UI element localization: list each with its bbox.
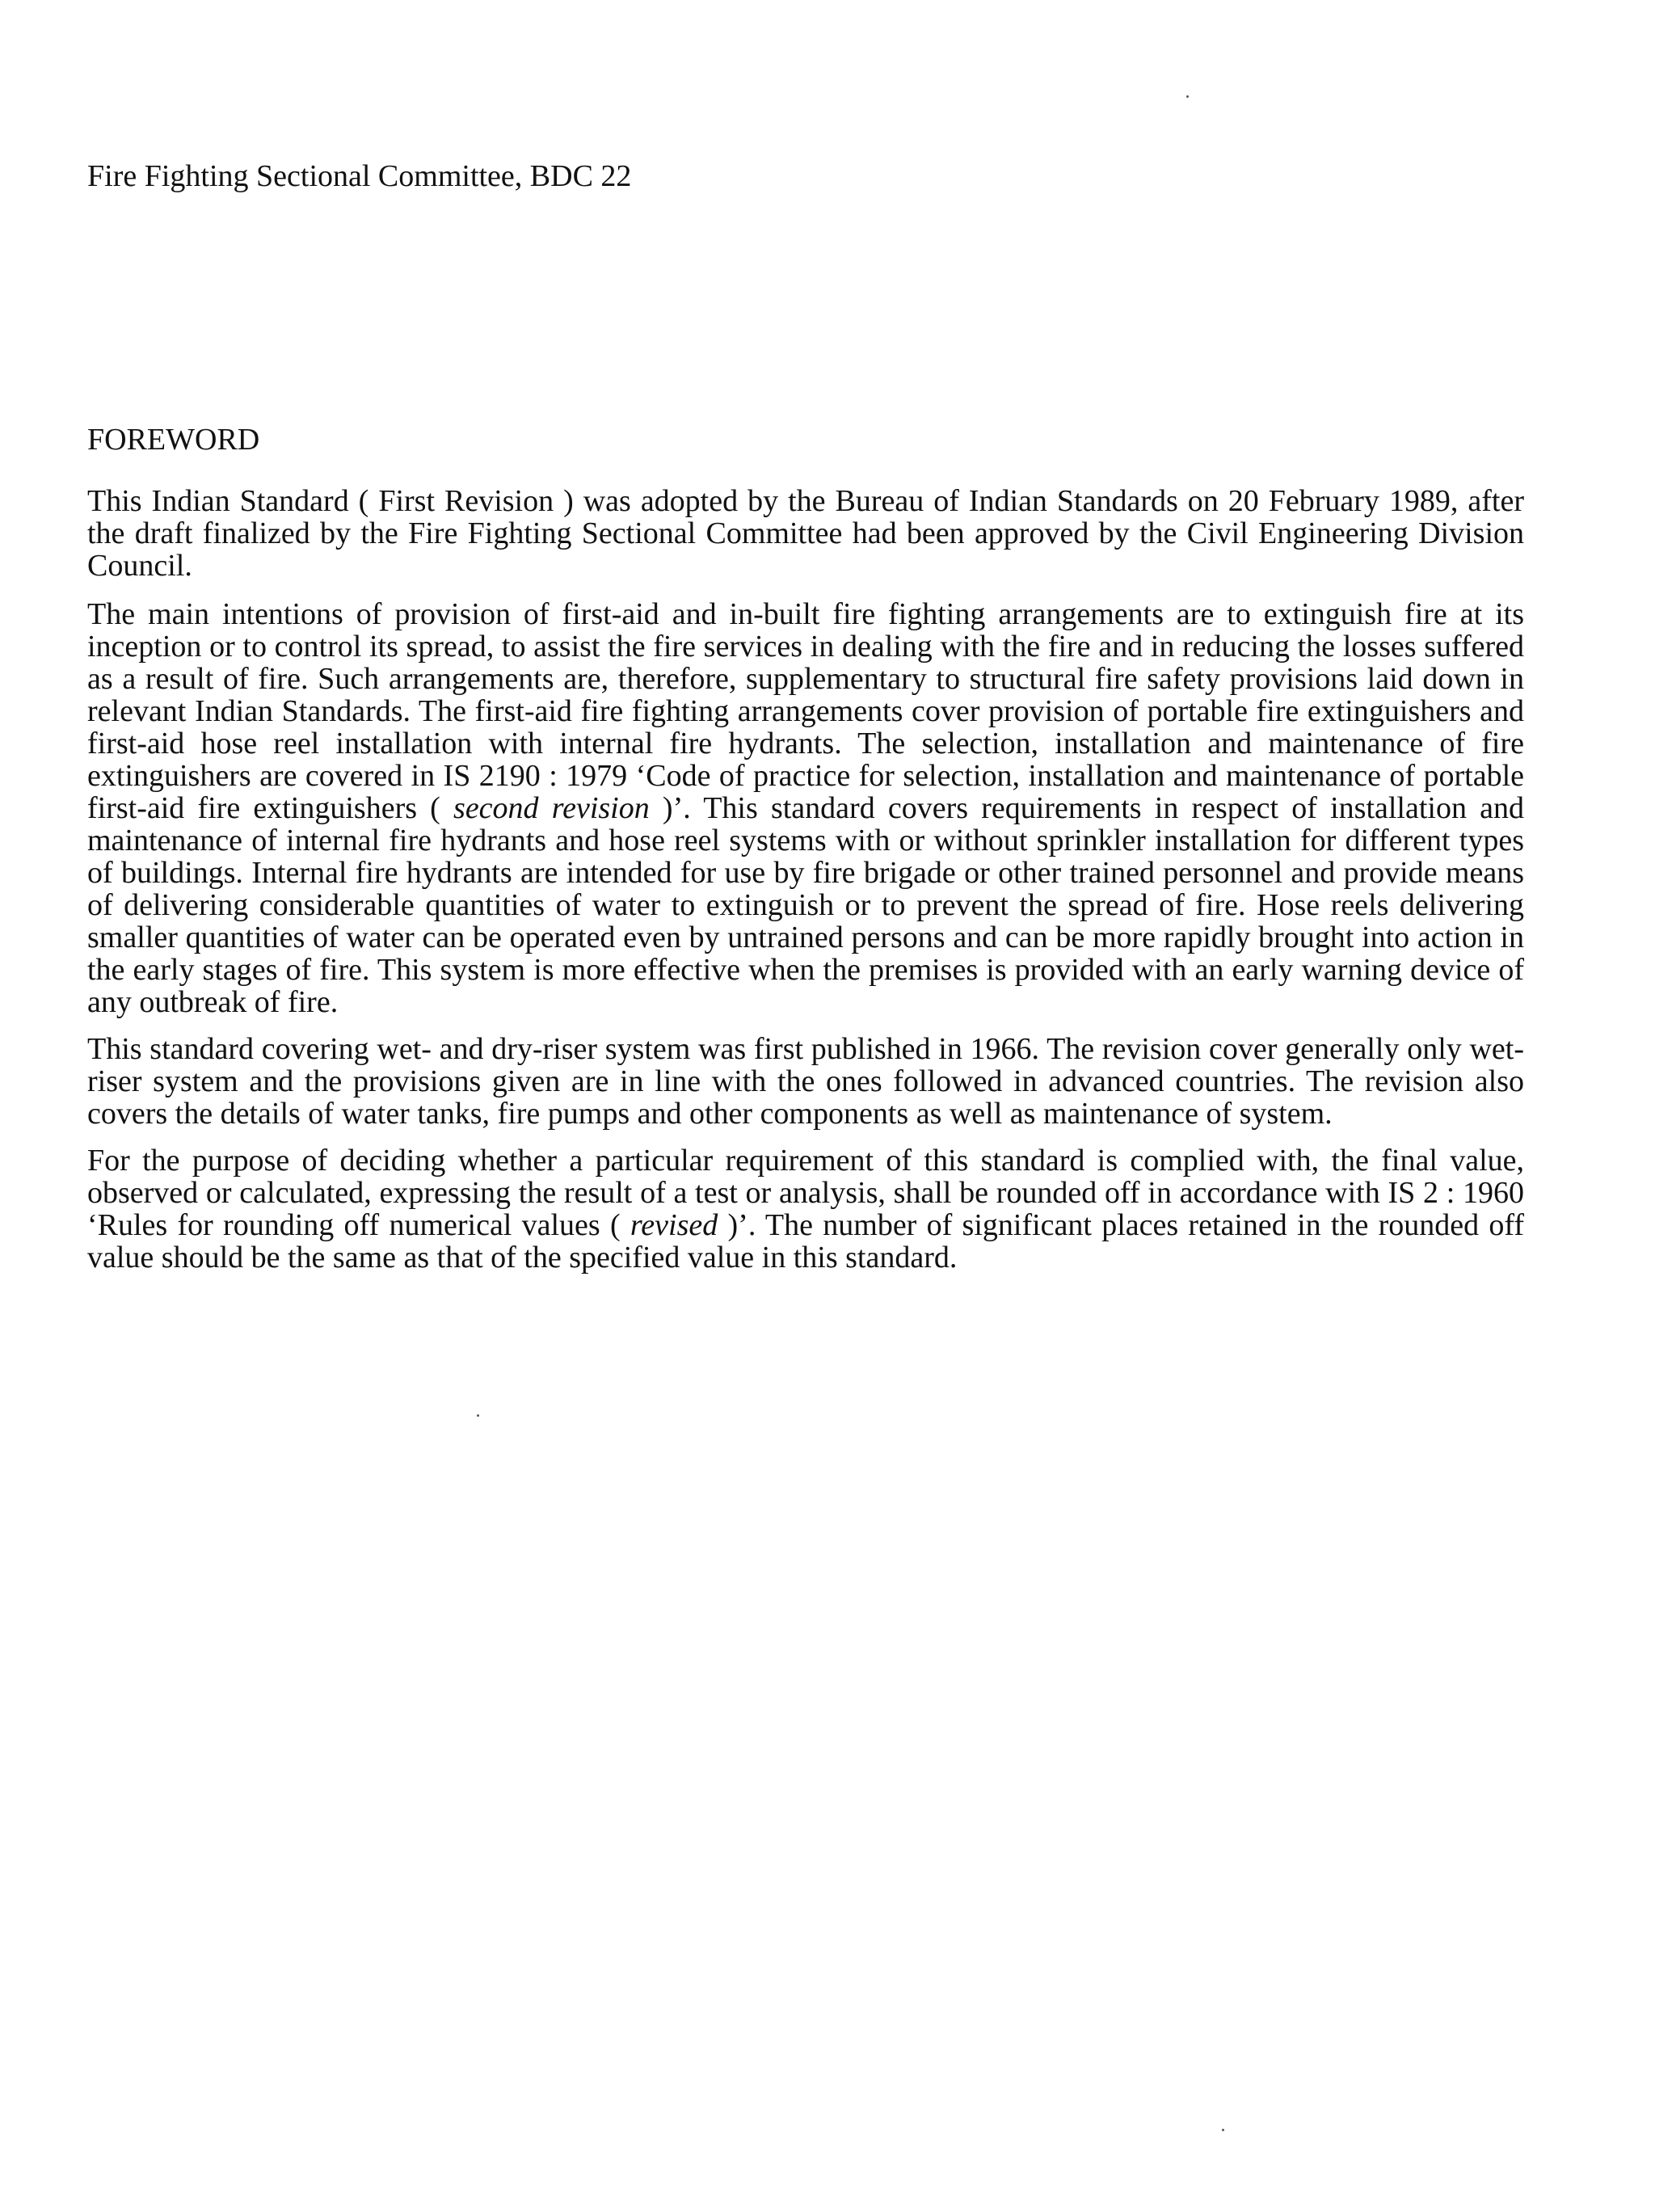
scan-speck [477,1414,479,1417]
scan-speck [1186,95,1189,98]
foreword-paragraph-4 [87,1144,1524,1274]
foreword-paragraph-1: This Indian Standard ( First Revision ) was adopted by the Bureau of Indian Standards on 20 February 1989, after the draft finalized by the Fire Fighting Sectional Committee had been approved by the Civil Engineering Division Council. [87,484,1524,583]
paragraph-4-text-start: For the purpose of deciding whether a particular requirement of this standard is complied with, the final value, observed or calculated, expressing the result of a test or analysis, shall be rounded off in accordance with IS 2 : 1960 ‘Rules for rounding off numerical values ( [87,1144,1524,1242]
paragraph-4-italic-text: revised [630,1208,718,1242]
paragraph-2-text-start: The main intentions of provision of first-aid and in-built fire fighting arrangements are to extinguish fire at its inception or to control its spread, to assist the fire services in dealing with the fire and in reducing the losses suffered as a result of fire. Such arrangements are, therefore, supplementary to structural fire safety provisions laid down in relevant Indian Standards. The first-aid fire fighting arrangements cover provision of portable fire extinguishers and first-aid hose reel installation with internal fire hydrants. The selection, installation and maintenance of fire extinguishers are covered in IS 2190 : 1979 ‘Code of practice for selection, installation and maintenance of portable first-aid fire extinguishers ( [87,597,1524,825]
paragraph-2-text-end: )’. This standard covers requirements in respect of installation and maintenance of internal fire hydrants and hose reel systems with or without sprinkler installation for different types of buildings. Internal fire hydrants are intended for use by fire brigade or other trained personnel and provide means of delivering considerable quantities of water to extinguish or to prevent the spread of fire. Hose reels delivering smaller quantities of water can be operated even by untrained persons and can be more rapidly brought into action in the early stages of fire. This system is more effective when the premises is provided with an early warning device of any outbreak of fire. [87,791,1525,1019]
foreword-heading: FOREWORD [87,423,260,457]
committee-name: Fire Fighting Sectional Committee, BDC 22 [87,159,632,193]
scan-speck [1222,2129,1224,2131]
foreword-paragraph-3: This standard covering wet- and dry-riser system was first published in 1966. The revision cover generally only wet-riser system and the provisions given are in line with the ones followed in advanced countries. The revision also covers the details of water tanks, fire pumps and other components as well as maintenance of system. [87,1032,1524,1131]
paragraph-2-italic-text: second revision [453,791,650,825]
paragraph-4-text-end: )’. The number of significant places retained in the rounded off value should be the same as that of the specified value in this standard. [87,1208,1525,1275]
foreword-body [87,485,1524,1290]
foreword-paragraph-2 [87,598,1524,1018]
